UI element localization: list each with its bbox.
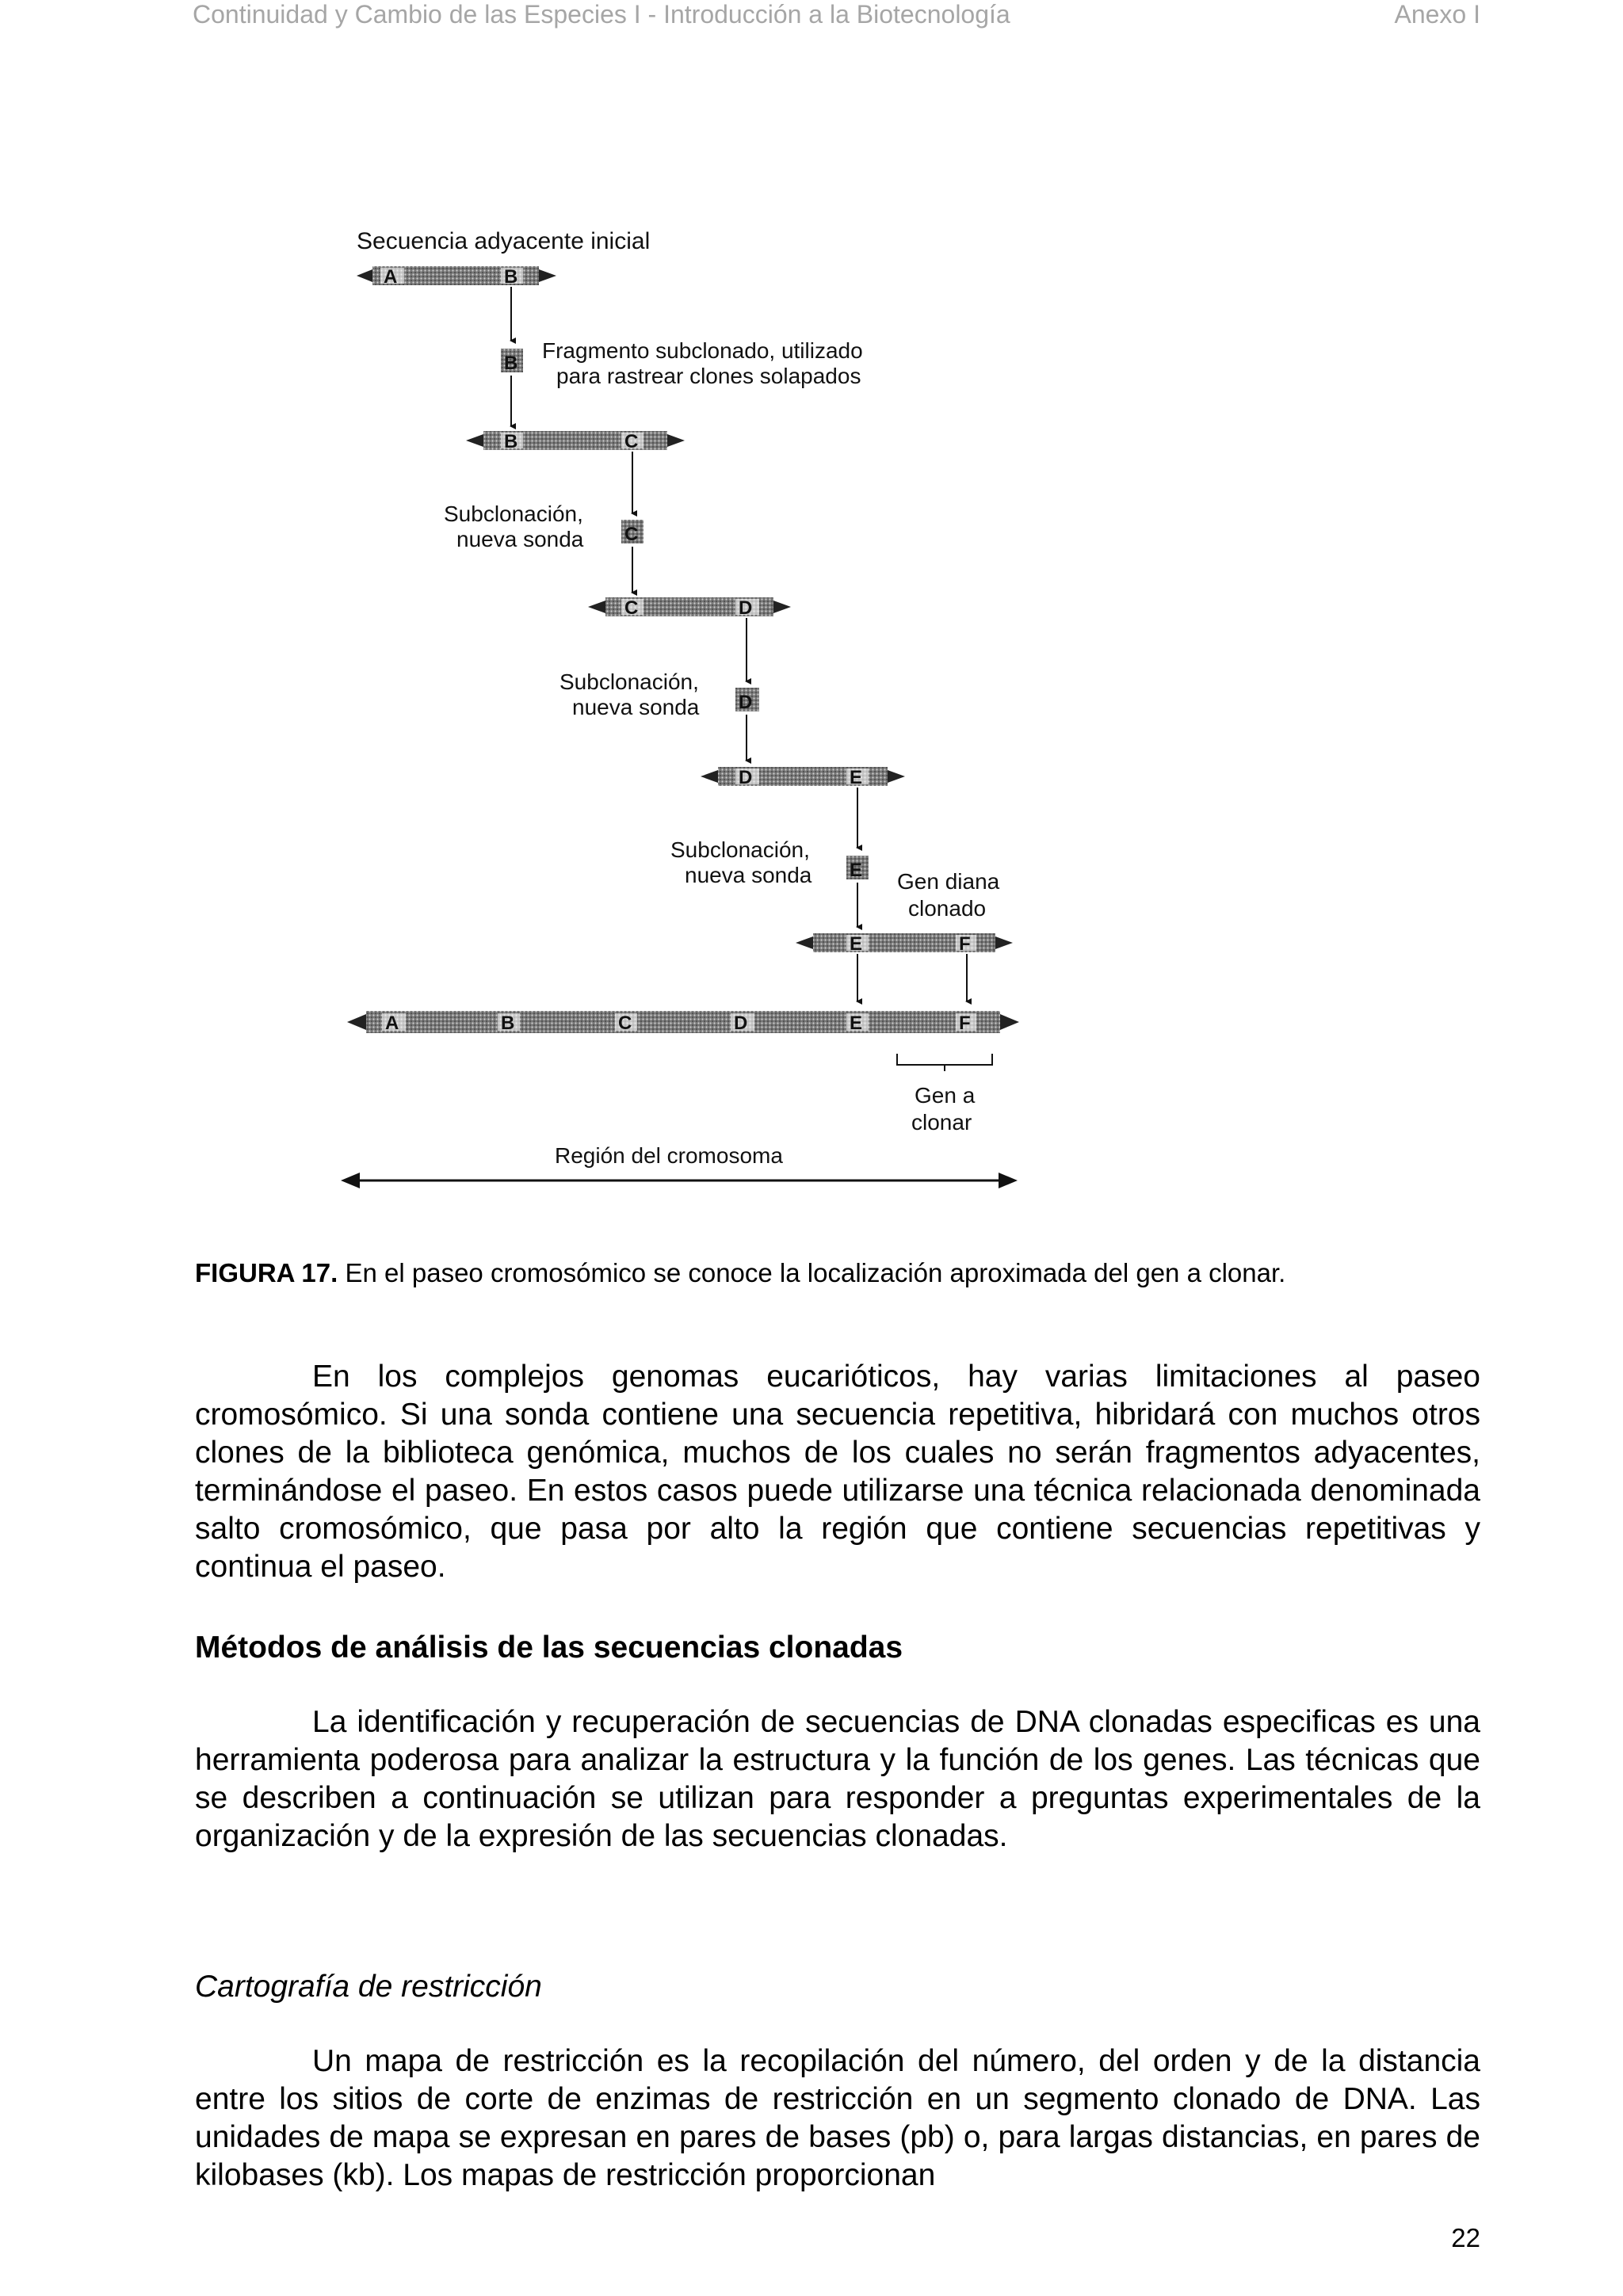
probe-c-letter: C [624,524,639,545]
letter-a: A [384,266,398,288]
full-letter-a: A [385,1013,399,1034]
label-target-gene-1: Gen diana [897,869,1000,894]
fragment-cd [588,597,791,619]
full-letter-f: F [959,1013,971,1034]
full-letter-b: B [501,1013,515,1034]
full-letter-d: D [734,1013,748,1034]
letter-b: B [504,266,518,288]
full-letter-e: E [850,1013,863,1034]
label-chromosome-region: Región del cromosoma [555,1143,783,1168]
gene-bracket [897,1054,992,1071]
full-fragment [347,1011,1019,1034]
letter-e2: E [850,933,863,955]
caption-label: FIGURA 17. [195,1258,338,1287]
probe-e-letter: E [850,860,863,881]
caption-text: En el paseo cromosómico se conoce la localización aproximada del gen a clonar. [338,1258,1286,1287]
fragment-ab [357,266,556,288]
label-subcloning-1: Subclonación, [444,502,583,526]
paragraph-3: Un mapa de restricción es la recopilación del número, del orden y de la distancia entre los sitios de corte de enzimas de restricción en un segmento clonado de DNA. Las unidades de mapa se expresan en pares de bases (pb) o, para largas distancias, en pares de kilobases (kb). Los mapas de restricción proporcionan [195,2044,1480,2192]
label-target-gene-2: clonado [908,896,987,921]
label-new-probe-1: nueva sonda [456,527,584,551]
probe-d-letter: D [739,692,753,713]
label-gene-to-clone-2: clonar [911,1110,972,1135]
label-new-probe-2: nueva sonda [572,695,700,719]
letter-d2: D [739,767,753,788]
letter-e: E [850,767,863,788]
paragraph-2: La identificación y recuperación de secuencias de DNA clonadas especificas es una herramienta poderosa para analizar la estructura y la función de los genes. Las técnicas que se describen a continuación se utilizan para responder a preguntas experimentales de la organización y de la expresión de las secuencias clonadas. [195,1705,1480,1853]
paragraph-1: En los complejos genomas eucarióticos, hay varias limitaciones al paseo cromosómico. Si una sonda contiene una secuencia repetitiva, hibridará con muchos otros clones de la biblioteca genómica, muchos de los cuales no serán fragmentos adyacentes, terminándose el paseo. En estos casos puede utilizarse una técnica relacionada denominada salto cromosómico, que pasa por alto la región que contiene secuencias repetitivas y continua el paseo. [195,1360,1480,1584]
probe-b-letter: B [504,353,518,374]
label-subcloning-3: Subclonación, [670,837,810,862]
header-title: Continuidad y Cambio de las Especies I - Introducción a la Biotecnología [193,0,1010,29]
label-subclone-fragment-2: para rastrear clones solapados [556,364,861,388]
label-subclone-fragment-1: Fragmento subclonado, utilizado [542,338,863,363]
header-section: Anexo I [1394,0,1480,29]
page-number: 22 [1451,2223,1480,2252]
label-subcloning-2: Subclonación, [559,669,699,694]
chromosome-walking-figure [333,214,1030,1212]
subsection-heading: Cartografía de restricción [195,1970,542,2004]
fragment-ef [796,933,1013,955]
letter-c: C [624,431,639,452]
label-initial-sequence: Secuencia adyacente inicial [357,228,651,254]
region-arrow [341,1173,1018,1188]
letter-d: D [739,597,753,619]
fragment-bc [466,431,685,452]
letter-c2: C [624,597,639,619]
letter-b2: B [504,431,518,452]
figure-caption [195,1257,1479,1290]
label-new-probe-3: nueva sonda [685,863,812,887]
full-letter-c: C [618,1013,632,1034]
fragment-de [701,767,905,788]
label-gene-to-clone-1: Gen a [915,1083,976,1108]
section-heading: Métodos de análisis de las secuencias clonadas [195,1630,903,1665]
letter-f: F [959,933,971,955]
